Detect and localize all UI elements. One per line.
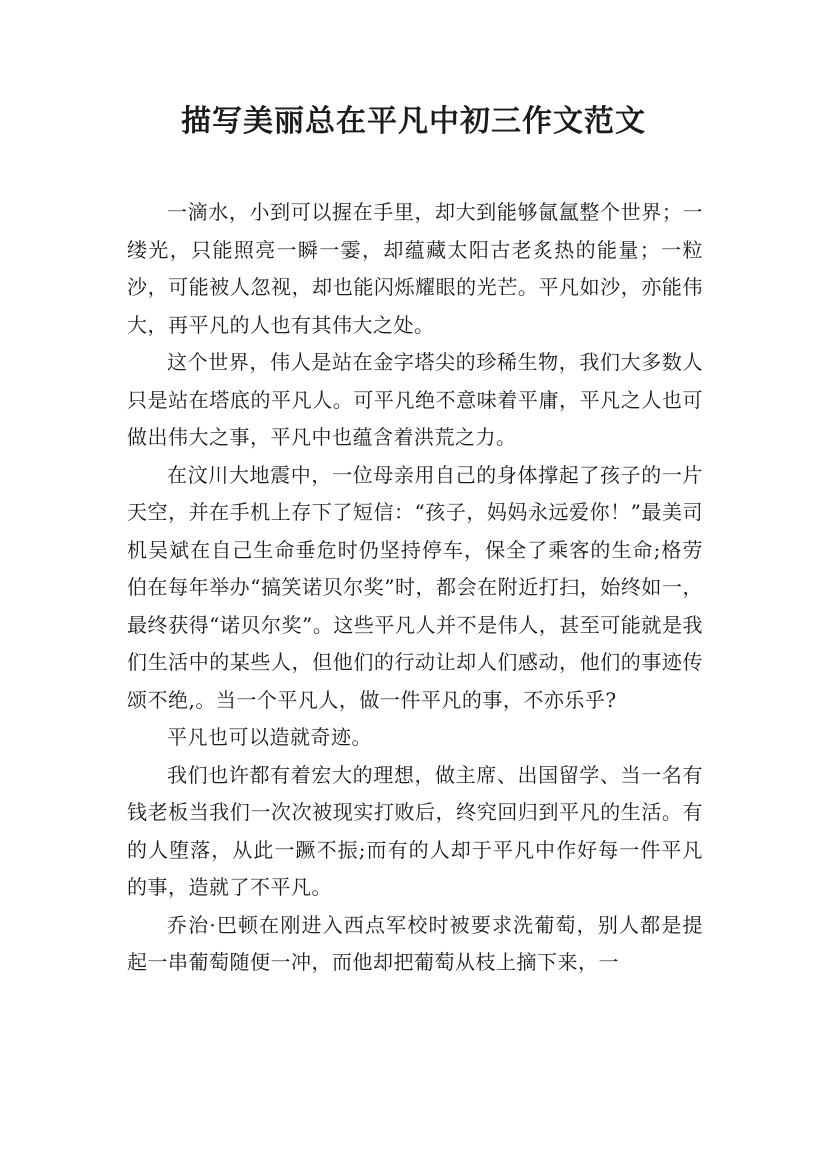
paragraph: 乔治·巴顿在刚进入西点军校时被要求洗葡萄，别人都是提起一串葡萄随便一冲，而他却把葡萄从枝上摘下来，一 [127, 912, 703, 974]
document-body [127, 194, 703, 982]
paragraph: 在汶川大地震中，一位母亲用自己的身体撑起了孩子的一片天空，并在手机上存下了短信：“孩子，妈妈永远爱你！”最美司机吴斌在自己生命垂危时仍坚持停车，保全了乘客的生命;格劳伯在每年举办“搞笑诺贝尔奖”时，都会在附近打扫，始终如一，最终获得“诺贝尔奖”。这些平凡人并不是伟人，甚至可能就是我们生活中的某些人，但他们的行动让却人们感动，他们的事迹传颂不绝,。当一个平凡人，做一件平凡的事，不亦乐乎? [127, 462, 703, 712]
paragraph: 一滴水，小到可以握在手里，却大到能够氤氲整个世界；一缕光，只能照亮一瞬一霎，却蕴藏太阳古老炙热的能量；一粒沙，可能被人忽视，却也能闪烁耀眼的光芒。平凡如沙，亦能伟大，再平凡的人也有其伟大之处。 [127, 200, 703, 337]
paragraph: 我们也许都有着宏大的理想，做主席、出国留学、当一名有钱老板当我们一次次被现实打败后，终究回归到平凡的生活。有的人堕落，从此一蹶不振;而有的人却于平凡中作好每一件平凡的事，造就了不平凡。 [127, 762, 703, 899]
document-title: 描写美丽总在平凡中初三作文范文 [181, 104, 646, 139]
paragraph: 平凡也可以造就奇迹。 [167, 725, 372, 749]
paragraph: 这个世界，伟人是站在金字塔尖的珍稀生物，我们大多数人只是站在塔底的平凡人。可平凡绝不意味着平庸，平凡之人也可做出伟大之事，平凡中也蕴含着洪荒之力。 [127, 350, 703, 449]
